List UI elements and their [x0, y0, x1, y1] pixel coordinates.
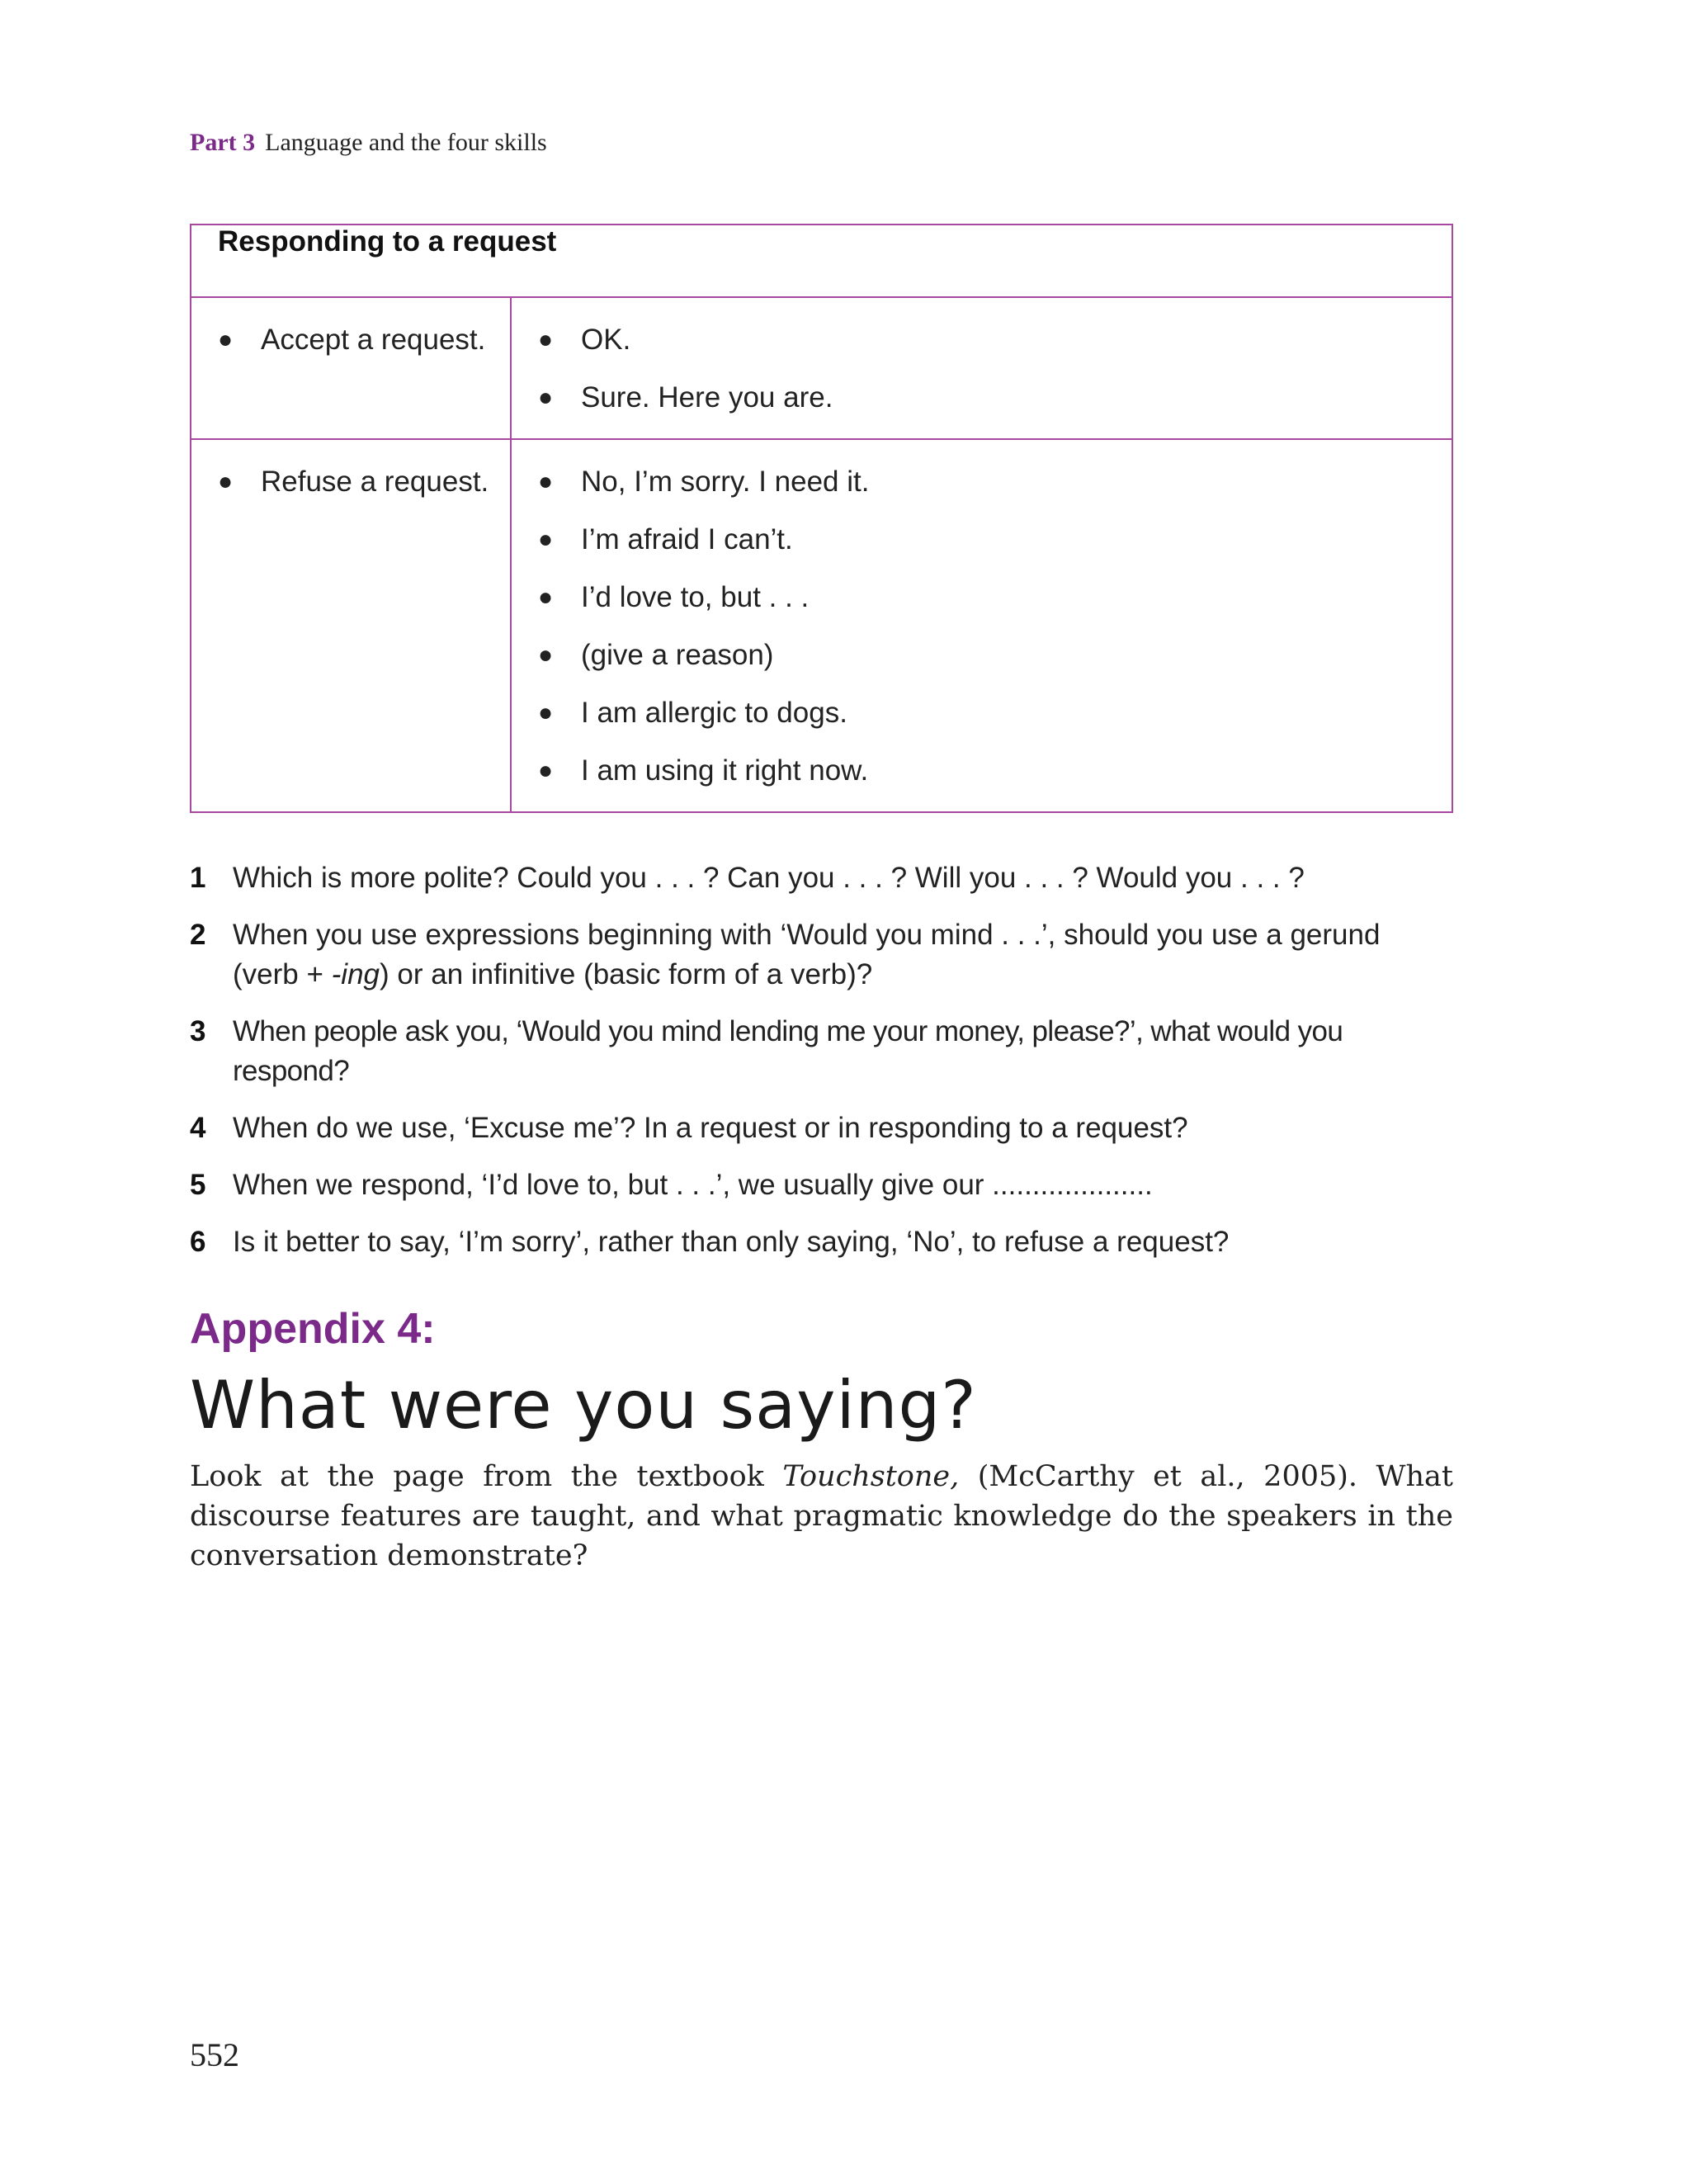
question-text: When you use expressions beginning with ‘Would you mind . . .’, should you use a gerund (verb +: [233, 919, 1381, 990]
question-number: 2: [190, 919, 206, 951]
question-number: 3: [190, 1015, 205, 1047]
table-header: Responding to a request: [191, 225, 1452, 297]
question-item: [190, 858, 1453, 898]
question-item: [190, 1165, 1453, 1205]
list-item: [512, 369, 1452, 427]
expressions-cell: [511, 297, 1452, 439]
list-item: [512, 453, 1452, 511]
table-row: [191, 439, 1452, 812]
question-item: [190, 1109, 1453, 1148]
bullet-icon: ●: [538, 468, 554, 495]
responding-table: [190, 224, 1453, 813]
expression-text: (give a reason): [581, 639, 774, 671]
expression-text: No, I’m sorry. I need it.: [581, 466, 870, 498]
appendix-body: [190, 1457, 1453, 1576]
list-item: [512, 684, 1452, 742]
list-item: [512, 311, 1452, 369]
question-text: When people ask you, ‘Would you mind lending me your money, please?’, what would you respond?: [233, 1015, 1343, 1087]
question-italic: -ing: [331, 958, 380, 990]
appendix-body-text-end: (McCarthy et al., 2005). What discourse features are taught, and what pragmatic knowledge do the speakers in the conversation demonstrate?: [190, 1460, 1453, 1572]
textbook-title: Touchstone,: [782, 1460, 960, 1493]
table-row: [191, 297, 1452, 439]
question-number: 6: [190, 1226, 206, 1258]
list-item: [191, 311, 510, 369]
question-text: Which is more polite? Could you . . . ? Can you . . . ? Will you . . . ? Would you . . . ?: [233, 862, 1305, 894]
bullet-icon: ●: [538, 326, 554, 353]
question-text: Is it better to say, ‘I’m sorry’, rather than only saying, ‘No’, to refuse a request?: [233, 1226, 1230, 1258]
list-item: [512, 742, 1452, 800]
list-item: [512, 626, 1452, 684]
list-item: [191, 453, 510, 511]
question-text: When we respond, ‘I’d love to, but . . .’, we usually give our ....................: [233, 1169, 1153, 1201]
question-text-end: ) or an infinitive (basic form of a verb)?: [380, 958, 873, 990]
question-item: [190, 1222, 1453, 1262]
list-item: [512, 511, 1452, 569]
expressions-cell: [511, 439, 1452, 812]
question-number: 1: [190, 862, 206, 894]
expression-text: OK.: [581, 324, 631, 356]
question-list: [190, 858, 1453, 1279]
bullet-icon: ●: [538, 526, 554, 553]
running-head: [190, 129, 547, 157]
question-item: [190, 1012, 1453, 1091]
bullet-icon: ●: [538, 699, 554, 726]
part-label: Part 3: [190, 129, 256, 156]
bullet-icon: ●: [538, 757, 554, 784]
question-text: When do we use, ‘Excuse me’? In a request or in responding to a request?: [233, 1112, 1188, 1144]
bullet-icon: ●: [218, 468, 234, 495]
function-label: Refuse a request.: [261, 466, 489, 498]
bullet-icon: ●: [538, 641, 554, 669]
question-item: [190, 915, 1453, 995]
function-cell: [191, 297, 511, 439]
bullet-icon: ●: [538, 584, 554, 611]
function-label: Accept a request.: [261, 324, 486, 356]
function-cell: [191, 439, 511, 812]
appendix-title: What were you saying?: [190, 1367, 977, 1444]
appendix-body-text: Look at the page from the textbook: [190, 1460, 783, 1493]
bullet-icon: ●: [538, 384, 554, 411]
running-head-title: Language and the four skills: [265, 129, 547, 156]
appendix-label: Appendix 4:: [190, 1305, 436, 1353]
question-number: 4: [190, 1112, 206, 1144]
expression-text: I’m afraid I can’t.: [581, 523, 793, 555]
page-number: 552: [190, 2036, 239, 2073]
expression-text: I am using it right now.: [581, 754, 869, 787]
expression-text: I am allergic to dogs.: [581, 697, 847, 729]
list-item: [512, 569, 1452, 626]
expression-text: I’d love to, but . . .: [581, 581, 810, 613]
question-number: 5: [190, 1169, 206, 1201]
expression-text: Sure. Here you are.: [581, 381, 833, 414]
bullet-icon: ●: [218, 326, 234, 353]
